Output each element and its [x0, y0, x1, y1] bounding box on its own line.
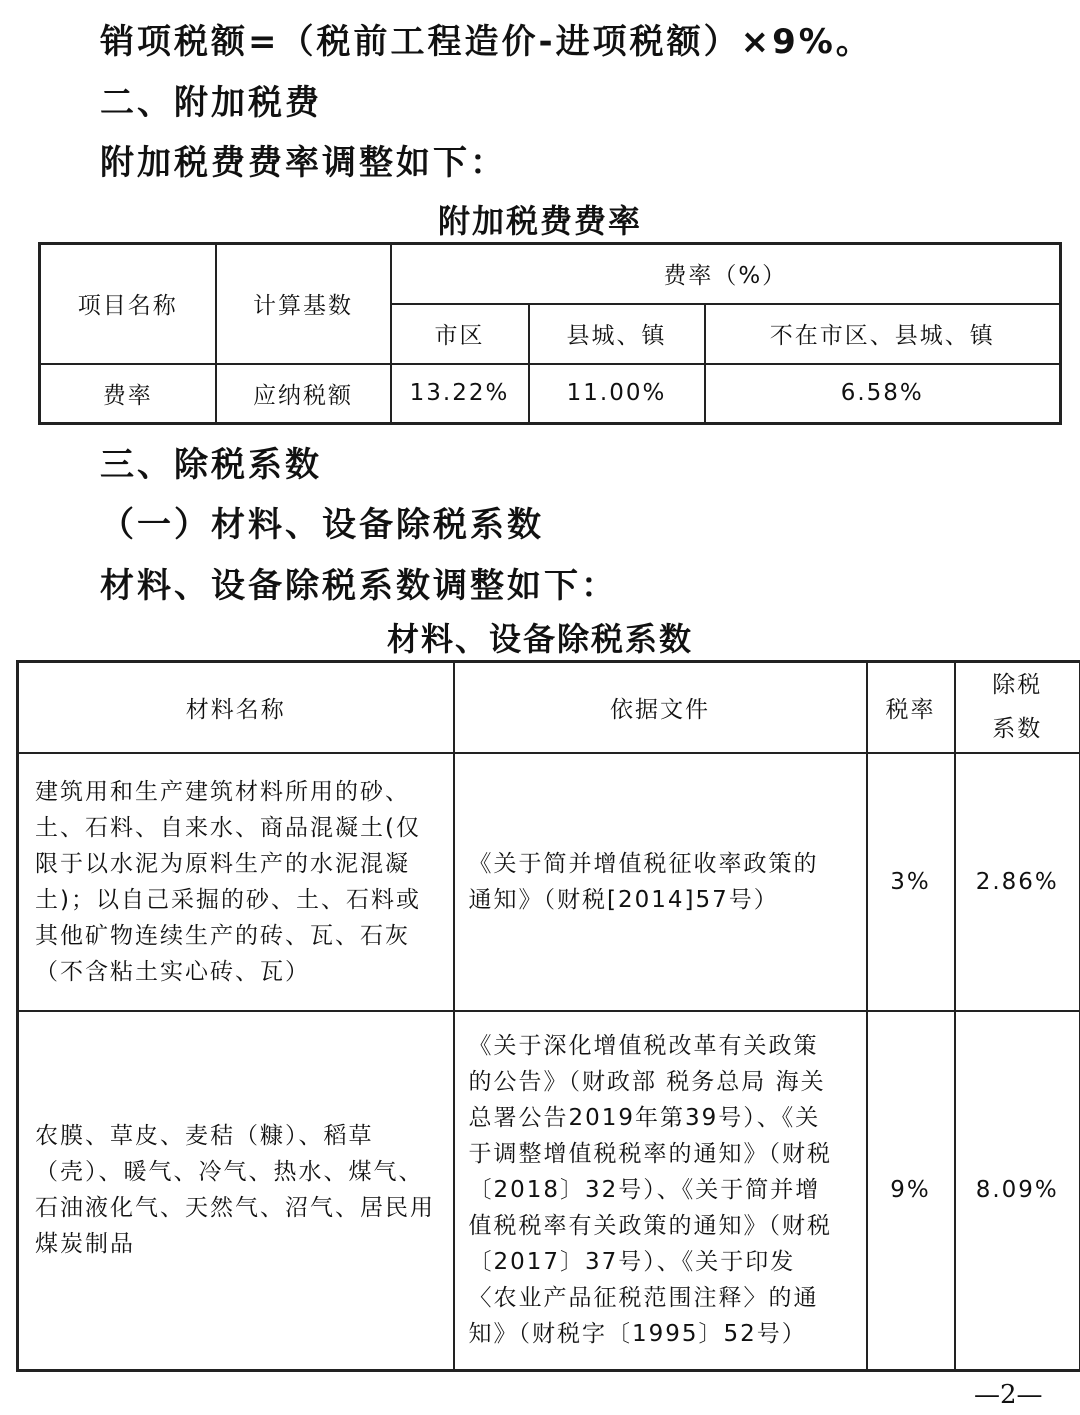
intro-line-3: 材料、设备除税系数调整如下：: [100, 566, 618, 606]
section-heading-3: 三、除税系数: [100, 445, 322, 485]
cell-coefficient: 2.86%: [955, 753, 1080, 1011]
cell-coefficient: 8.09%: [955, 1011, 1080, 1371]
table-row: [40, 364, 1061, 424]
header-city: 市区: [391, 304, 529, 364]
header-coefficient: [955, 662, 1080, 753]
cell-other-rate: 6.58%: [705, 364, 1061, 424]
header-coefficient-line1: 除税: [992, 672, 1043, 699]
table-row: [18, 1011, 1080, 1371]
cell-material: 建筑用和生产建筑材料所用的砂、土、石料、自来水、商品混凝土(仅限于以水泥为原料生产的水泥混凝土)；以自己采掘的砂、土、石料或其他矿物连续生产的砖、瓦、石灰（不含粘土实心砖、瓦）: [18, 753, 454, 1011]
page-number: —2—: [974, 1380, 1043, 1410]
cell-city-rate: 13.22%: [391, 364, 529, 424]
cell-base: 应纳税额: [216, 364, 391, 424]
table2-caption: 材料、设备除税系数: [386, 620, 693, 658]
header-tax-rate: 税率: [867, 662, 955, 753]
table-row: [18, 753, 1080, 1011]
cell-rate: 9%: [867, 1011, 955, 1371]
cell-basis: 《关于深化增值税改革有关政策的公告》（财政部 税务总局 海关总署公告2019年第39号）、《关于调整增值税税率的通知》（财税〔2018〕32号）、《关于简并增值税税率有关政策的通知》（财税〔2017〕37号）、《关于印发〈农业产品征税范围注释〉的通知》（财税字〔1995〕52号）: [454, 1011, 867, 1371]
header-coefficient-line2: 系数: [992, 716, 1043, 743]
intro-line-2: 附加税费费率调整如下：: [100, 143, 507, 183]
table1-caption: 附加税费费率: [437, 202, 642, 240]
header-basis-document: 依据文件: [454, 662, 867, 753]
tax-coefficient-table: [16, 660, 1080, 1372]
header-material-name: 材料名称: [18, 662, 454, 753]
sub-heading-3-1: （一）材料、设备除税系数: [100, 505, 544, 545]
section-heading-2: 二、附加税费: [100, 83, 322, 123]
surcharge-rate-table: [38, 242, 1062, 425]
cell-county-rate: 11.00%: [529, 364, 705, 424]
header-item-name: 项目名称: [40, 244, 216, 364]
cell-basis: 《关于简并增值税征收率政策的通知》（财税[2014]57号）: [454, 753, 867, 1011]
cell-item: 费率: [40, 364, 216, 424]
cell-material: 农膜、草皮、麦秸（糠）、稻草（壳）、暖气、冷气、热水、煤气、石油液化气、天然气、沼气、居民用煤炭制品: [18, 1011, 454, 1371]
header-calc-base: 计算基数: [216, 244, 391, 364]
header-rate-group: 费率（%）: [391, 244, 1061, 304]
formula-line: 销项税额=（税前工程造价-进项税额）×9%。: [100, 22, 873, 62]
cell-rate: 3%: [867, 753, 955, 1011]
header-other: 不在市区、县城、镇: [705, 304, 1061, 364]
header-county: 县城、镇: [529, 304, 705, 364]
